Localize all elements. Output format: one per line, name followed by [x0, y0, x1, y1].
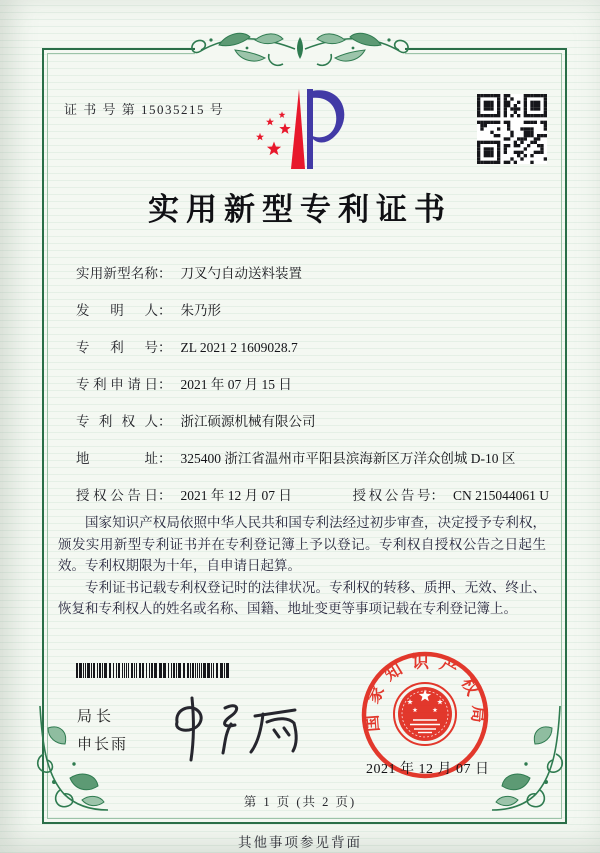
field-label: 专利号: [76, 340, 158, 355]
seal-arc-text: 国家知识产权局: [361, 652, 489, 733]
top-flourish-icon: [183, 28, 417, 76]
field-value: 朱乃形: [180, 303, 221, 318]
field-label: 专利权人: [76, 414, 158, 429]
field-value: ZL 2021 2 1609028.7: [180, 340, 298, 355]
field-grant-row: [76, 484, 564, 507]
field-value: 刀叉勺自动送料装置: [180, 266, 302, 281]
field-value: CN 215044061 U: [453, 488, 550, 503]
field-filing-date: [76, 373, 564, 396]
colon: ：: [158, 340, 172, 355]
field-patent-number: [76, 336, 564, 359]
page-title: 实用新型专利证书: [148, 192, 452, 227]
field-label: 地址: [76, 451, 158, 466]
colon: ：: [158, 377, 172, 392]
certificate-fields: [76, 262, 564, 521]
qr-code-icon: [477, 94, 547, 164]
field-value: 浙江硕源机械有限公司: [180, 414, 316, 429]
field-value: 325400 浙江省温州市平阳县滨海新区万洋众创城 D-10 区: [180, 451, 516, 466]
legal-paragraph-2: 专利证书记载专利权登记时的法律状况。专利权的转移、质押、无效、终止、恢复和专利权人的姓名或名称、国籍、地址变更等事项记载在专利登记簿上。: [58, 579, 546, 617]
director-signature: [163, 690, 313, 766]
signer-name: 申长雨: [77, 737, 129, 753]
barcode-icon: [76, 663, 232, 678]
legal-paragraph-1: 国家知识产权局依照中华人民共和国专利法经过初步审查，决定授予专利权，颁发实用新型专利证书并在专利登记簿上予以登记。专利权自授权公告之日起生效。专利权期限为十年，自申请日起算。: [58, 515, 546, 574]
colon: ：: [158, 303, 172, 318]
colon: ：: [158, 451, 172, 466]
colon: ：: [158, 266, 172, 281]
field-label: 授权公告日: [76, 488, 158, 503]
field-value: 2021 年 07 月 15 日: [180, 377, 292, 392]
page-indicator: 第 1 页 (共 2 页): [243, 795, 357, 809]
cnipa-logo-icon: [248, 85, 354, 171]
field-label: 发明人: [76, 303, 158, 318]
field-label: 专利申请日: [76, 377, 158, 392]
field-label-grant-no: 授权公告号: [352, 488, 431, 503]
field-patentee: [76, 410, 564, 433]
field-inventor: [76, 299, 564, 322]
certificate-number: 证 书 号 第 15035215 号: [64, 102, 225, 117]
signer-title: 局长: [77, 709, 116, 725]
field-value: 2021 年 12 月 07 日: [180, 488, 292, 503]
field-label: 实用新型名称: [76, 266, 158, 281]
seal-date: 2021 年 12 月 07 日: [366, 762, 490, 777]
logo-stars: [256, 111, 291, 155]
colon: ：: [430, 488, 444, 503]
legal-text: [58, 512, 546, 620]
back-note: 其他事项参见背面: [238, 835, 362, 850]
field-utility-model-name: [76, 262, 564, 285]
field-address: [76, 447, 564, 470]
colon: ：: [158, 488, 172, 503]
colon: ：: [158, 414, 172, 429]
